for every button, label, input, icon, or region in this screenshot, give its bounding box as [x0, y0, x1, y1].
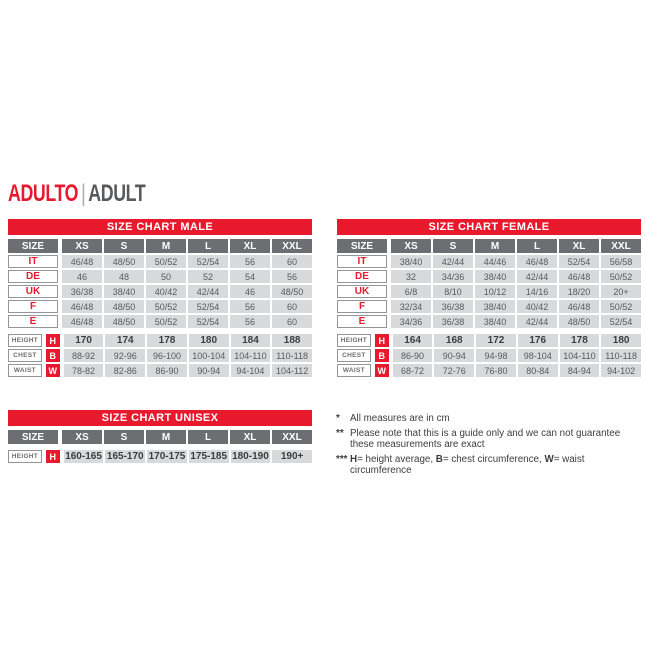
size-value: 10/12 — [475, 285, 515, 298]
size-value: 42/44 — [188, 285, 228, 298]
size-value: 8/10 — [433, 285, 473, 298]
column-header-xl: XL — [559, 239, 599, 253]
measure-letter-badge: W — [375, 364, 389, 377]
measure-value: 84-94 — [560, 364, 600, 377]
measure-letter-badge: H — [46, 450, 60, 463]
measure-value: 175-185 — [190, 451, 228, 462]
footnote-term: H — [350, 453, 358, 465]
size-value: 46/48 — [62, 315, 102, 328]
size-row-it — [8, 255, 312, 268]
measure-value: 76-80 — [476, 364, 516, 377]
measure-value: 174 — [105, 334, 145, 347]
measure-value: 90-94 — [189, 364, 229, 377]
size-value: 48/50 — [104, 300, 144, 313]
footnote-segment: = chest circumference, — [442, 453, 545, 465]
footnote — [336, 454, 642, 477]
size-value: 48 — [104, 270, 144, 283]
measure-value: 96-100 — [147, 349, 187, 362]
size-value: 44/46 — [475, 255, 515, 268]
measure-value: 86-90 — [147, 364, 187, 377]
size-value: 38/40 — [475, 270, 515, 283]
footnotes — [336, 413, 642, 480]
size-value: 46 — [62, 270, 102, 283]
size-value: 34/36 — [391, 315, 431, 328]
footnote-term: B — [435, 453, 443, 465]
measure-value: 110-118 — [601, 349, 641, 362]
size-value: 42/44 — [433, 255, 473, 268]
size-value: 36/38 — [433, 300, 473, 313]
measure-value: 184 — [231, 334, 271, 347]
column-header-s: S — [433, 239, 473, 253]
column-header-xs: XS — [62, 239, 102, 253]
size-value: 48/50 — [272, 285, 312, 298]
size-value: 54 — [230, 270, 270, 283]
measure-value: 170-175 — [148, 451, 186, 462]
column-header-xl: XL — [230, 430, 270, 444]
column-header-xl: XL — [230, 239, 270, 253]
row-label-f: F — [8, 300, 58, 313]
column-header-xxl: XXL — [272, 239, 312, 253]
size-value: 32/34 — [391, 300, 431, 313]
measure-value: 104-112 — [272, 364, 312, 377]
column-header-xxl: XXL — [601, 239, 641, 253]
measure-value: 94-98 — [476, 349, 516, 362]
size-value: 46/48 — [62, 255, 102, 268]
column-header-l: L — [517, 239, 557, 253]
size-value: 6/8 — [391, 285, 431, 298]
size-value: 40/42 — [146, 285, 186, 298]
size-value: 48/50 — [559, 315, 599, 328]
measure-row-chest — [337, 349, 641, 362]
measure-value: 188 — [272, 334, 312, 347]
measure-letter-badge: H — [46, 334, 60, 347]
column-header-row — [337, 239, 641, 253]
size-value: 38/40 — [104, 285, 144, 298]
footnote-segment: = waist circumference — [350, 453, 585, 476]
size-value: 42/44 — [517, 270, 557, 283]
footnote-marker: ** — [336, 427, 344, 439]
column-header-row — [8, 430, 312, 444]
measure-row-height — [8, 334, 312, 347]
size-value: 52 — [188, 270, 228, 283]
measure-value: 170 — [64, 334, 104, 347]
size-value: 60 — [272, 300, 312, 313]
footnote-text — [350, 413, 450, 425]
column-header-size: SIZE — [8, 430, 58, 444]
size-value: 18/20 — [559, 285, 599, 298]
size-value: 50/52 — [601, 300, 641, 313]
size-chart-female-table — [337, 219, 641, 379]
measure-value: 98-104 — [518, 349, 558, 362]
measure-label: CHEST — [8, 349, 42, 362]
column-header-xs: XS — [391, 239, 431, 253]
measure-row-waist — [8, 364, 312, 377]
measure-value: 168 — [434, 334, 474, 347]
column-header-m: M — [146, 430, 186, 444]
size-chart-male-table — [8, 219, 312, 379]
row-label-f: F — [337, 300, 387, 313]
footnote — [336, 413, 642, 425]
measure-value: 160-165 — [65, 451, 102, 462]
page-title-separator: | — [81, 180, 86, 207]
measure-label: HEIGHT — [8, 334, 42, 347]
size-value: 60 — [272, 255, 312, 268]
footnote-text — [350, 454, 642, 477]
column-header-l: L — [188, 430, 228, 444]
size-value: 32 — [391, 270, 431, 283]
measure-value: 92-96 — [105, 349, 145, 362]
measure-label: WAIST — [337, 364, 371, 377]
size-value: 50/52 — [146, 300, 186, 313]
column-header-l: L — [188, 239, 228, 253]
row-label-de: DE — [337, 270, 387, 283]
size-value: 34/36 — [433, 270, 473, 283]
measure-label: WAIST — [8, 364, 42, 377]
measure-value: 180 — [189, 334, 229, 347]
footnote-segment: = height average, — [357, 453, 436, 465]
size-value: 52/54 — [188, 315, 228, 328]
measure-value: 104-110 — [560, 349, 600, 362]
measure-value: 165-170 — [106, 451, 144, 462]
measure-value: 90-94 — [434, 349, 474, 362]
size-value: 46/48 — [559, 270, 599, 283]
size-row-e — [337, 315, 641, 328]
measure-value: 178 — [147, 334, 187, 347]
column-header-s: S — [104, 239, 144, 253]
size-row-it — [337, 255, 641, 268]
measure-value: 176 — [518, 334, 558, 347]
measure-row-height — [337, 334, 641, 347]
page-title-primary: ADULTO — [8, 180, 79, 207]
footnote-term: W — [544, 453, 554, 465]
measure-value: 172 — [476, 334, 516, 347]
size-value: 56 — [230, 255, 270, 268]
size-value: 46/48 — [517, 255, 557, 268]
size-value: 48/50 — [104, 255, 144, 268]
size-value: 42/44 — [517, 315, 557, 328]
size-value: 20+ — [601, 285, 641, 298]
size-row-f — [337, 300, 641, 313]
measure-value: 86-90 — [393, 349, 433, 362]
page-title-secondary: ADULT — [88, 180, 146, 207]
size-value: 38/40 — [391, 255, 431, 268]
size-value: 46/48 — [62, 300, 102, 313]
footnote-marker: *** — [336, 453, 348, 465]
size-value: 50/52 — [601, 270, 641, 283]
size-row-de — [337, 270, 641, 283]
footnote-segment: Please note that this is a guide only and we can not guarantee these measurements are exact — [350, 427, 621, 450]
column-header-m: M — [146, 239, 186, 253]
row-label-uk: UK — [8, 285, 58, 298]
size-row-e — [8, 315, 312, 328]
row-label-e: E — [8, 315, 58, 328]
size-chart-unisex-table — [8, 410, 312, 465]
size-value: 14/16 — [517, 285, 557, 298]
size-value: 56 — [272, 270, 312, 283]
size-value: 38/40 — [475, 300, 515, 313]
size-value: 46/48 — [559, 300, 599, 313]
row-label-it: IT — [8, 255, 58, 268]
column-header-size: SIZE — [337, 239, 387, 253]
measure-value: 78-82 — [64, 364, 104, 377]
column-header-size: SIZE — [8, 239, 58, 253]
table-title: SIZE CHART FEMALE — [337, 219, 641, 235]
table-title: SIZE CHART UNISEX — [8, 410, 312, 426]
size-row-de — [8, 270, 312, 283]
measure-value: 100-104 — [189, 349, 229, 362]
measure-value: 88-92 — [64, 349, 104, 362]
row-label-de: DE — [8, 270, 58, 283]
row-label-it: IT — [337, 255, 387, 268]
size-value: 56 — [230, 315, 270, 328]
size-value: 52/54 — [188, 255, 228, 268]
size-row-uk — [8, 285, 312, 298]
measure-value: 180-190 — [232, 451, 269, 462]
size-value: 46 — [230, 285, 270, 298]
size-value: 56 — [230, 300, 270, 313]
size-value: 50 — [146, 270, 186, 283]
size-value: 52/54 — [559, 255, 599, 268]
column-header-s: S — [104, 430, 144, 444]
row-label-e: E — [337, 315, 387, 328]
column-header-row — [8, 239, 312, 253]
size-value: 60 — [272, 315, 312, 328]
footnote-marker: * — [336, 413, 340, 424]
measure-value: 180 — [601, 334, 641, 347]
table-title: SIZE CHART MALE — [8, 219, 312, 235]
size-value: 36/38 — [62, 285, 102, 298]
measure-letter-badge: B — [375, 349, 389, 362]
size-value: 36/38 — [433, 315, 473, 328]
measure-value: 80-84 — [518, 364, 558, 377]
size-row-uk — [337, 285, 641, 298]
size-value: 38/40 — [475, 315, 515, 328]
footnote — [336, 428, 642, 451]
measure-value: 72-76 — [434, 364, 474, 377]
measure-label: HEIGHT — [337, 334, 371, 347]
size-value: 50/52 — [146, 315, 186, 328]
measure-letter-badge: B — [46, 349, 60, 362]
measure-letter-badge: H — [375, 334, 389, 347]
size-value: 50/52 — [146, 255, 186, 268]
measure-value: 110-118 — [272, 349, 312, 362]
measure-value: 164 — [393, 334, 433, 347]
column-header-m: M — [475, 239, 515, 253]
measure-label: HEIGHT — [8, 450, 42, 463]
page-title — [8, 180, 145, 208]
measure-label: CHEST — [337, 349, 371, 362]
size-value: 40/42 — [517, 300, 557, 313]
measure-row-height — [8, 450, 312, 463]
measure-value: 104-110 — [231, 349, 271, 362]
measure-value: 94-104 — [231, 364, 271, 377]
column-header-xxl: XXL — [272, 430, 312, 444]
size-value: 52/54 — [601, 315, 641, 328]
measure-value: 94-102 — [601, 364, 641, 377]
size-value: 52/54 — [188, 300, 228, 313]
size-value: 48/50 — [104, 315, 144, 328]
measure-value: 82-86 — [105, 364, 145, 377]
footnote-text — [350, 428, 642, 451]
measure-value: 68-72 — [393, 364, 433, 377]
footnote-segment: All measures are in cm — [350, 413, 450, 424]
measure-value: 178 — [560, 334, 600, 347]
size-row-f — [8, 300, 312, 313]
measure-value: 190+ — [272, 450, 312, 463]
measure-letter-badge: W — [46, 364, 60, 377]
column-header-xs: XS — [62, 430, 102, 444]
row-label-uk: UK — [337, 285, 387, 298]
measure-row-waist — [337, 364, 641, 377]
size-value: 56/58 — [601, 255, 641, 268]
measure-row-chest — [8, 349, 312, 362]
